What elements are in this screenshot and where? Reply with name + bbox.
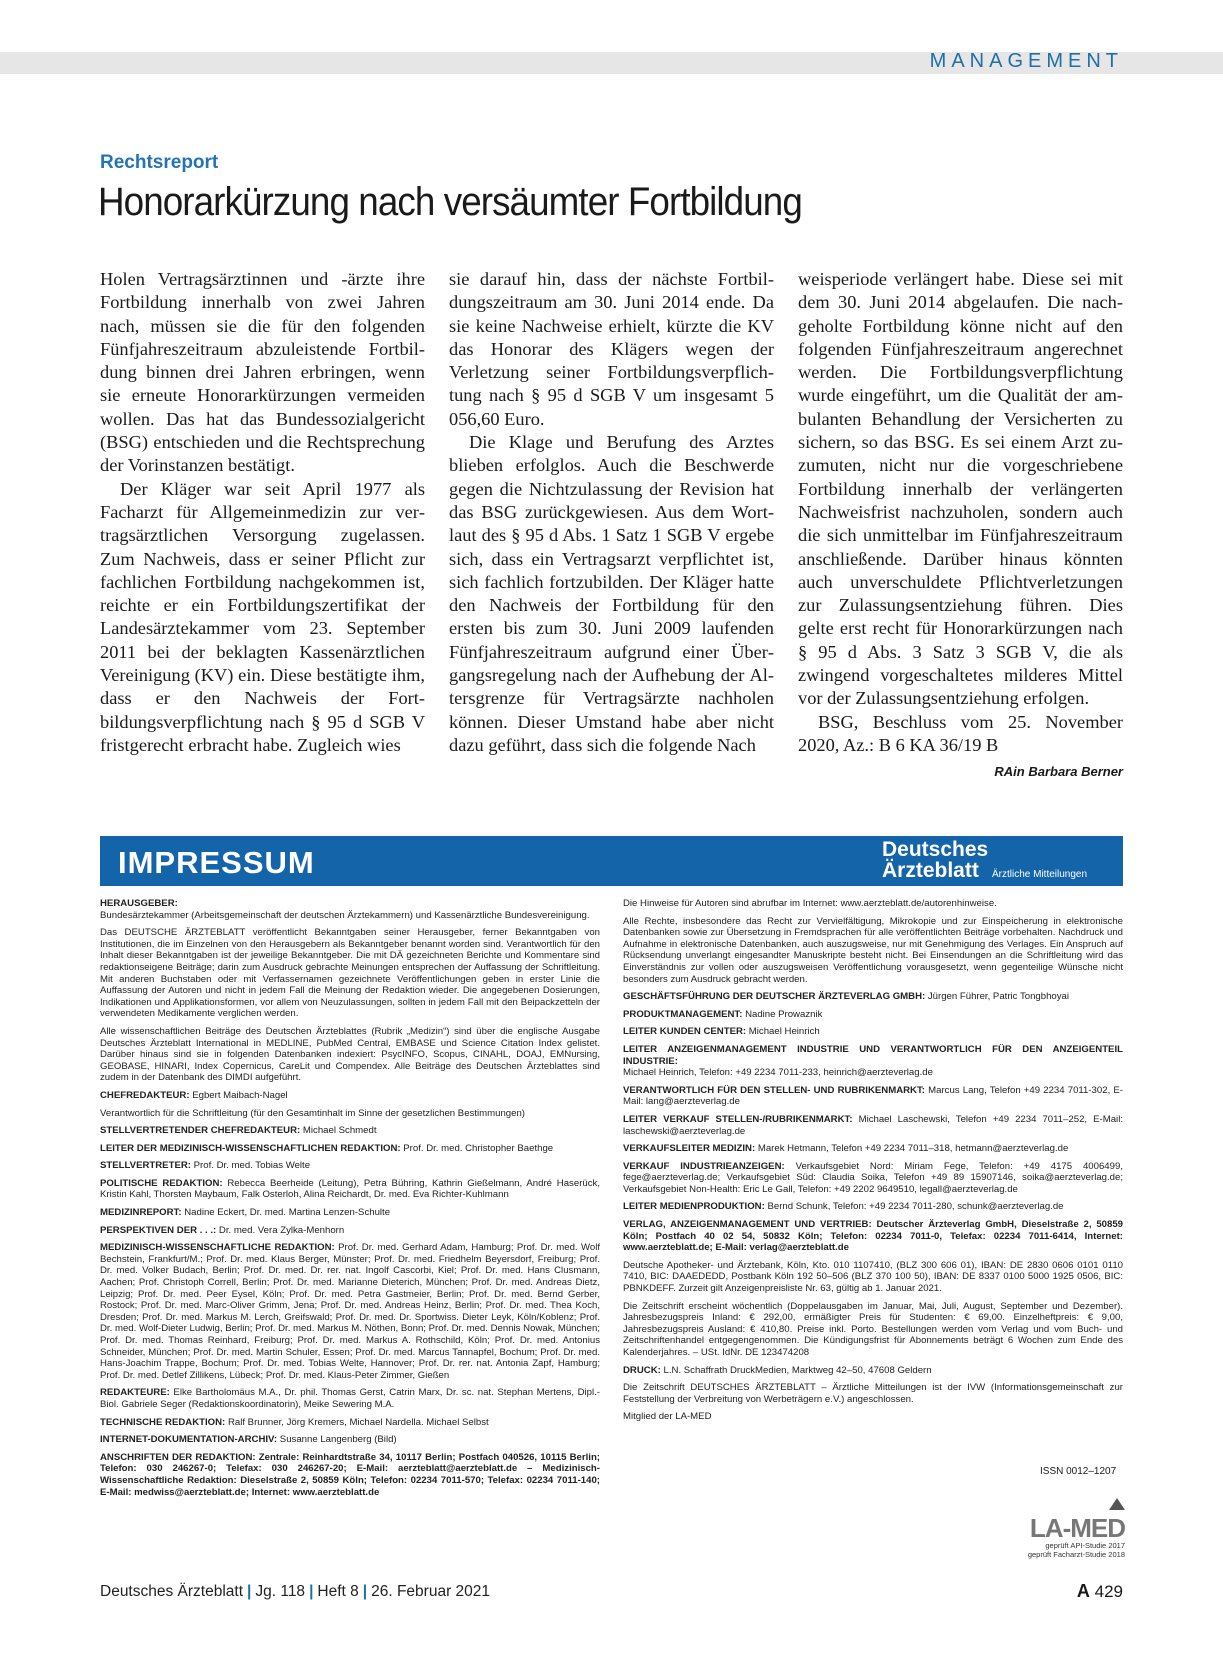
impressum-text: Michael Heinrich [748,1026,820,1038]
impressum-entry [623,1219,1123,1254]
article-paragraph: sie darauf hin, dass der nächste Fortbildungszeitraum am 30. Juni 2014 ende. Da sie keine Nachweise erhielt, kürzte die KV das Honorar des Klägers wegen der Verletzung seiner Fortbildungsverpflichtung nach § 95 d SGB V um insgesamt 5 056,60 Euro. [449,269,774,429]
impressum-entry [100,1026,600,1084]
impressum-label: REDAKTEURE: [100,1387,170,1399]
impressum-entry [623,1085,1123,1108]
impressum-entry [623,1044,1123,1079]
impressum-entry [623,1161,1123,1196]
impressum-text: Prof. Dr. med. Christopher Baethge [403,1142,554,1154]
impressum-label: DRUCK: [623,1364,661,1376]
impressum-entry [623,1114,1123,1137]
impressum-title: IMPRESSUM [118,845,315,880]
impressum-label: TECHNISCHE REDAKTION: [100,1416,226,1428]
footer-date: 26. Februar 2021 [371,1583,491,1600]
impressum-entry [100,898,600,921]
article-paragraph: Die Klage und Berufung des Arztes blieben erfolglos. Auch die Beschwerde gegen die Nichtzulassung der Revision hat das BSG zurückgewiesen. Aus dem Wortlaut des § 95 d Abs. 1 Satz 1 SGB V ergebe sich, dass ein Vertragsarzt verpflichtet ist, sich fachlich fortzubilden. Der Kläger hatte den Nachweis der Fortbildung für den ersten bis zum 30. Juni 2009 laufenden Fünfjahreszeitraum aufgrund einer Übergangsregelung nach der Aufhebung der Altersgrenze für Vertragsärzte nachholen können. Dieser Umstand habe aber nicht dazu geführt, dass sich die folgende Nach [449,432,774,755]
impressum-label: GESCHÄFTSFÜHRUNG DER DEUTSCHER ÄRZTEVERLAG GMBH: [623,991,926,1003]
impressum-entry [623,1026,1123,1038]
article-citation [798,711,1123,780]
impressum-entry [100,1160,600,1172]
impressum-text: Mitglied der LA-MED [623,1411,712,1423]
impressum-entry [623,1260,1123,1295]
impressum-text: Susanne Langenberg (Bild) [279,1434,397,1446]
logo-subtitle: Ärztliche Mitteilungen [992,869,1088,880]
impressum-entry [100,1225,600,1237]
section-label: MANAGEMENT [929,50,1123,72]
lamed-sub-1: geprüft API-Studie 2017 [1045,1541,1125,1550]
footer-volume: Jg. 118 [255,1583,306,1600]
logo-line-2: Ärzteblatt [882,859,979,882]
impressum-text: Alle Rechte, insbesondere das Recht zur Vervielfältigung, Mikrokopie und zur Einspeicherung in elektronische Datenbanken sowie zur Übersetzung in Fremdsprachen für alle veröffentlichten Beiträge vorbehalten. Nachdruck und Aufnahme in elektronische Datenbanken, auch auszugsweise, nur mit Genehmigung des Verlages. Ein Anspruch auf Rücksendung unverlangt eingesandter Manuskripte besteht nicht. Bei Einsendungen an die Schriftleitung wird das Einverständnis zur vollen oder auszugsweisen Veröffentlichung vorausgesetzt, wenn gegenteilige Wünsche nicht besonders zum Ausdruck gebracht werden. [623,915,1123,985]
impressum-entry [100,1242,600,1381]
article-body [100,268,1123,780]
impressum-label: LEITER DER MEDIZINISCH-WISSENSCHAFTLICHEN REDAKTION: [100,1142,401,1154]
page-number-value: 429 [1094,1582,1123,1601]
impressum-text: Nadine Eckert, Dr. med. Martina Lenzen-Schulte [184,1207,391,1219]
impressum-label: MEDIZINISCH-WISSENSCHAFTLICHE REDAKTION: [100,1242,335,1254]
logo-line-1: Deutsches [882,838,989,861]
impressum-entry [623,916,1123,986]
impressum-label: VERKAUF INDUSTRIEANZEIGEN: [623,1160,785,1172]
article-column-2 [449,268,774,757]
footer-journal: Deutsches Ärzteblatt [100,1583,244,1600]
impressum-text: Michael Schmedt [302,1125,377,1137]
issn: ISSN 0012–1207 [1040,1466,1117,1477]
impressum-entry [100,927,600,1020]
impressum-text: Michael Heinrich, Telefon: +49 2234 7011-233, heinrich@aerzteverlag.de [623,1067,933,1079]
impressum-label: HERAUSGEBER: [100,898,178,909]
article-column-3 [798,268,1123,784]
impressum-entry [623,1009,1123,1021]
impressum-text: Jürgen Führer, Patric Tongbhoyai [927,991,1070,1003]
citation-text: BSG, Beschluss vom 25. November 2020, Az.: B 6 KA 36/19 B [798,711,1123,755]
impressum-text: L.N. Schaffrath DruckMedien, Marktweg 42–50, 47608 Geldern [663,1364,932,1376]
impressum-entry [100,1387,600,1410]
article-title: Honorarkürzung nach versäumter Fortbildung [98,180,802,224]
impressum-text: Das DEUTSCHE ÄRZTEBLATT veröffentlicht Bekanntgaben seiner Herausgeber, ferner Bekanntgaben von Institutionen, die im Einzelnen von den Herausgebern als Bekanntgeber benannt worden sind. Verantwortlich für den Inhalt dieser Bekanntgaben ist der jeweilige Bekanntgeber. Die mit DÄ gezeichneten Berichte und Kommentare sind redaktionseigene Beiträge; darin zum Ausdruck gebrachte Meinungen entsprechen der Auffassung der Schriftleitung. Mit anderen Buchstaben oder mit Verfassernamen gezeichnete Veröffentlichungen geben in erster Linie die Auffassung der Autoren und nicht in jedem Fall die Meinung der Redaktion wieder. Die angegebenen Dosierungen, Indikationen und Applikationsformen, vor allem von Neuzulassungen, sollten in jedem Fall mit den Beipackzetteln der verwendeten Medikamente verglichen werden. [100,927,600,1020]
article-kicker: Rechtsreport [100,152,219,173]
impressum-label: MEDIZINREPORT: [100,1207,182,1219]
impressum-entry [100,1207,600,1219]
lamed-sub-2: geprüft Facharzt-Studie 2018 [1027,1550,1125,1559]
impressum-entry [623,1382,1123,1405]
impressum-label: VERANTWORTLICH FÜR DEN STELLEN- UND RUBRIKENMARKT: [623,1084,925,1096]
impressum-label: VERKAUFSLEITER MEDIZIN: [623,1143,756,1155]
impressum-text: Marek Hetmann, Telefon +49 2234 7011–318, hetmann@aerzteverlag.de [757,1143,1069,1155]
impressum-entry [100,1108,600,1120]
impressum-entry [623,991,1123,1003]
impressum-text: Elke Bartholomäus M.A., Dr. phil. Thomas Gerst, Catrin Marx, Dr. sc. nat. Stephan Mertens, Dipl.-Biol. Gabriele Seger (Redaktionskoordinatorin), Meike Sewering M.A. [100,1387,600,1410]
impressum-text: Verantwortlich für die Schriftleitung (für den Gesamtinhalt im Sinne der gesetzlichen Bestimmungen) [100,1107,525,1119]
impressum-label: PRODUKTMANAGEMENT: [623,1008,743,1020]
impressum-text: Dr. med. Vera Zylka-Menhorn [218,1224,345,1236]
impressum-entry [100,1417,600,1429]
impressum-entry [623,898,1123,910]
impressum-text: Nadine Prowaznik [745,1008,823,1020]
impressum-text: Verkaufsgebiet Nord: Miriam Fege, Telefon: +49 4175 4006499, fege@aerzteverlag.de; Verkaufsgebiet Süd: Claudia Soika, Telefon +49 89 15907146, soika@aerzteverlag.de; Verkaufsgebiet Non-Health: Eric Le Gall, Telefon: +49 2202 9649510, legall@aerzteverlag.de [623,1160,1123,1195]
impressum-right-column [623,898,1123,1429]
page-number [1077,1581,1123,1602]
impressum-text: Die Zeitschrift erscheint wöchentlich (Doppelausgaben im Januar, Mai, Juli, August, September und Dezember). Jahresbezugspreis Inland: € 292,00, ermäßigter Preis für Studenten: € 69,00. Einzelheftpreis: € 9,00, Jahresbezugspreis Ausland: € 410,80. Preise inkl. Porto. Bestellungen werden vom Verlag und vom Buch- und Zeitschriftenhandel entgegengenommen. Die Kündigungsfrist für Abonnements beträgt 6 Wochen zum Ende des Kalenderjahres. – USt. IdNr. DE 123474208 [623,1300,1123,1358]
impressum-banner [100,836,1123,886]
impressum-text: Prof. Dr. med. Tobias Welte [193,1160,311,1172]
article-author: RAin Barbara Berner [994,764,1123,780]
impressum-text: Alle wissenschaftlichen Beiträge des Deutschen Ärzteblattes (Rubrik „Medizin“) sind über die englische Ausgabe Deutsches Ärzteblatt International in MEDLINE, PubMed Central, EMBASE und Science Citation Index gelistet. Darüber hinaus sind sie in folgenden Datenbanken indexiert: PsycINFO, Scopus, CINAHL, DOAJ, EMNursing, GEOBASE, HINARI, Index Copernicus, CareLit und Compendex. Alle Beiträge des Deutschen Ärzteblattes sind zudem in der Datenbank des DIMDI aufgeführt. [100,1025,600,1084]
impressum-label: PERSPEKTIVEN DER . . .: [100,1224,217,1236]
impressum-entry [100,1090,600,1102]
impressum-label: VERLAG, ANZEIGENMANAGEMENT UND VERTRIEB: Deutscher Ärzteverlag GmbH, Dieselstraße 2, 50859 Köln; Postfach 40 02 54, 50832 Köln; Telefon: 02234 7011-0, Telefax: 02234 7011-6414, Internet: www.aerzteblatt.de; E-Mail: verlag@aerzteblatt.de [623,1219,1123,1254]
impressum-entry [100,1452,600,1498]
impressum-label: LEITER KUNDEN CENTER: [623,1026,747,1038]
footer-citation: Deutsches Ärzteblatt | Jg. 118 | Heft 8 | 26. Februar 2021 [100,1583,491,1600]
impressum-text: Deutsche Apotheker- und Ärztebank, Köln, Kto. 010 1107410, (BLZ 300 606 01), IBAN: DE 2830 0606 0101 0110 7410, BIC: DAAEDEDD, Postbank Köln 192 50–506 (BLZ 370 100 50), IBAN: DE 8337 0100 5000 1925 0506, BIC: PBNKDEFF. Zurzeit gilt Anzeigenpreisliste Nr. 63, gültig ab 1. Januar 2021. [623,1259,1123,1295]
impressum-entry [623,1201,1123,1213]
impressum-text: Bernd Schunk, Telefon: +49 2234 7011-280, schunk@aerzteverlag.de [767,1201,1064,1213]
impressum-text: Die Hinweise für Autoren sind abrufbar im Internet: www.aerzteblatt.de/autorenhinweise. [623,898,997,909]
impressum-entry [623,1301,1123,1359]
impressum-entry [100,1143,600,1155]
article-paragraph: Holen Vertragsärztinnen und -ärzte ihre Fortbildung innerhalb von zwei Jahren nach, müssen sie die für den folgenden Fünfjahreszeitraum abzuleistende Fortbildung binnen drei Jahren erbringen, wenn sie erneute Honorarkürzungen vermeiden wollen. Das hat das Bundessozialgericht (BSG) entschieden und die Rechtsprechung der Vorinstanzen bestätigt. [100,269,425,476]
impressum-text: Die Zeitschrift DEUTSCHES ÄRZTEBLATT – Ärztliche Mitteilungen ist der IVW (Informationsgemeinschaft zur Feststellung der Verbreitung von Werbeträgern e.V.) angeschlossen. [623,1382,1123,1405]
journal-logo [882,838,1088,882]
impressum-label: POLITISCHE REDAKTION: [100,1177,223,1189]
impressum-text: Egbert Maibach-Nagel [192,1089,288,1101]
lamed-logo: LA-MED [1029,1513,1125,1543]
impressum-left-column [100,898,600,1504]
impressum-entry [623,1143,1123,1155]
article-paragraph: weisperiode verlängert habe. Diese sei mit dem 30. Juni 2014 abgelaufen. Die nachgeholte Fortbildung könne nicht auf den folgenden Fünfjahreszeitraum angerechnet werden. Die Fortbildungsverpflichtung wurde eingeführt, um die Qualität der ambulanten Behandlung der Versicherten zu sichern, so das BSG. Es sei einem Arzt zuzumuten, nicht nur die vorgeschriebene Fortbildung innerhalb der verlängerten Nachweisfrist nachzuholen, sondern auch die sich unmittelbar im Fünfjahreszeitraum anschließende. Darüber hinaus könnten auch unverschuldete Pflichtverletzungen zur Zulassungsentziehung führen. Dies gelte erst recht für Honorarkürzungen nach § 95 d Abs. 3 Satz 3 SGB V, die als zwingend vorgeschaltetes milderes Mittel vor der Zulassungsentziehung erfolgen. [798,269,1123,709]
impressum-text: Michael Laschewski, Telefon +49 2234 7011–252, E-Mail: laschewski@aerzteverlag.de [623,1113,1123,1137]
footer-issue: Heft 8 [317,1583,359,1600]
impressum-label: CHEFREDAKTEUR: [100,1089,190,1101]
impressum-text: Marcus Lang, Telefon +49 2234 7011-302, E-Mail: lang@aerzteverlag.de [623,1084,1123,1108]
impressum-label: LEITER MEDIENPRODUKTION: [623,1201,765,1213]
impressum-entry [100,1125,600,1137]
impressum-text: Ralf Brunner, Jörg Kremers, Michael Nardella. Michael Selbst [227,1416,489,1428]
impressum-label: LEITER VERKAUF STELLEN-/RUBRIKENMARKT: [623,1113,853,1125]
impressum-entry [100,1434,600,1446]
impressum-label: INTERNET-DOKUMENTATION-ARCHIV: [100,1434,278,1446]
article-column-1 [100,268,425,757]
impressum-label: STELLVERTRETER: [100,1160,191,1172]
impressum-entry [100,1178,600,1201]
impressum-text: Bundesärztekammer (Arbeitsgemeinschaft der deutschen Ärztekammern) und Kassenärztliche Bundesvereinigung. [100,909,590,921]
impressum-label: ANSCHRIFTEN DER REDAKTION: Zentrale: Reinhardtstraße 34, 10117 Berlin; Postfach 040526, 10115 Berlin; Telefon: 030 246267-0; Telefax: 030 246267-20; E-Mail: aerzteblatt@aerzteblatt.de – Medizinisch-Wissenschaftliche Redaktion: Dieselstraße 2, 50859 Köln; Telefon: 02234 7011-570; Telefax: 02234 7011-140; E-Mail: medwiss@aerzteblatt.de; Internet: www.aerzteblatt.de [100,1451,600,1498]
impressum-text: Rebecca Beerheide (Leitung), Petra Bühring, Kathrin Gießelmann, André Haserück, Kristin Kahl, Thorsten Maybaum, Falk Osterloh, Alina Reichardt, Dr. med. Eva Richter-Kuhlmann [100,1177,600,1201]
impressum-label: LEITER ANZEIGENMANAGEMENT INDUSTRIE UND VERANTWORTLICH FÜR DEN ANZEIGENTEIL INDUSTRIE: [623,1043,1123,1067]
impressum-label: STELLVERTRETENDER CHEFREDAKTEUR: [100,1125,301,1137]
page-prefix: A [1076,1581,1090,1601]
impressum-entry [623,1411,1123,1423]
lamed-badge [1005,1497,1125,1559]
article-paragraph: Der Kläger war seit April 1977 als Facharzt für Allgemeinmedizin zur vertragsärztlichen Versorgung zugelassen. Zum Nachweis, dass er seiner Pflicht zur fachlichen Fortbildung nachgekommen ist, reichte er ein Fortbildungszertifikat der Landesärztekammer vom 23. September 2011 bei der beklagten Kassenärztlichen Vereinigung (KV) ein. Diese bestätigte ihm, dass er den Nachweis der Fortbildungsverpflichtung nach § 95 d SGB V fristgerecht erbracht habe. Zugleich wies [100,478,425,755]
impressum-text: Prof. Dr. med. Gerhard Adam, Hamburg; Prof. Dr. med. Wolf Bechstein, Frankfurt/M.; Prof. Dr. med. Klaus Berger, Münster; Prof. Dr. med. Friedhelm Beyersdorf, Freiburg; Prof. Dr. med. Volker Budach, Berlin; Prof. Dr. med. Dr. rer. nat. Ingolf Cascorbi, Kiel; Prof. Dr. med. Hans Clusmann, Aachen; Prof. Christoph Correll, Berlin; Prof. Dr. med. Marianne Dieterich, München; Prof. Dr. med. Andreas Dietz, Leipzig; Prof. Dr. med. Peer Eysel, Köln; Prof. Dr. med. Petra Gastmeier, Berlin; Prof. Dr. med. Bernd Gerber, Rostock; Prof. Dr. med. Marc-Oliver Grimm, Jena; Prof. Dr. med. Andreas Heinz, Berlin; Prof. Dr. med. Thea Koch, Dresden; Prof. Dr. med. Markus M. Lerch, Greifswald; Prof. Dr. med. Dr. Sportwiss. Dieter Leyk, Köln/Koblenz; Prof. Dr. med. Wolf-Dieter Ludwig, Berlin; Prof. Dr. med. Markus M. Nöthen, Bonn; Prof. Dr. med. Dennis Nowak, München; Prof. Dr. med. Thomas Reinhard, Freiburg; Prof. Dr. med. Markus A. Rothschild, Köln; Prof. Dr. med. Antonius Schneider, München; Prof. Dr. med. Martin Schuler, Essen; Prof. Dr. med. Marcus Tannapfel, Bochum; Prof. Dr. med. Hans-Joachim Trappe, Bochum; Prof. Dr. med. Tobias Welte, Hannover; Prof. Dr. rer. nat. Antonia Zapf, Hamburg; Prof. Dr. med. Detlef Zillikens, Lübeck; Prof. Dr. med. Klaus-Peter Zimmer, Gießen [100,1242,600,1381]
impressum-entry [623,1365,1123,1377]
